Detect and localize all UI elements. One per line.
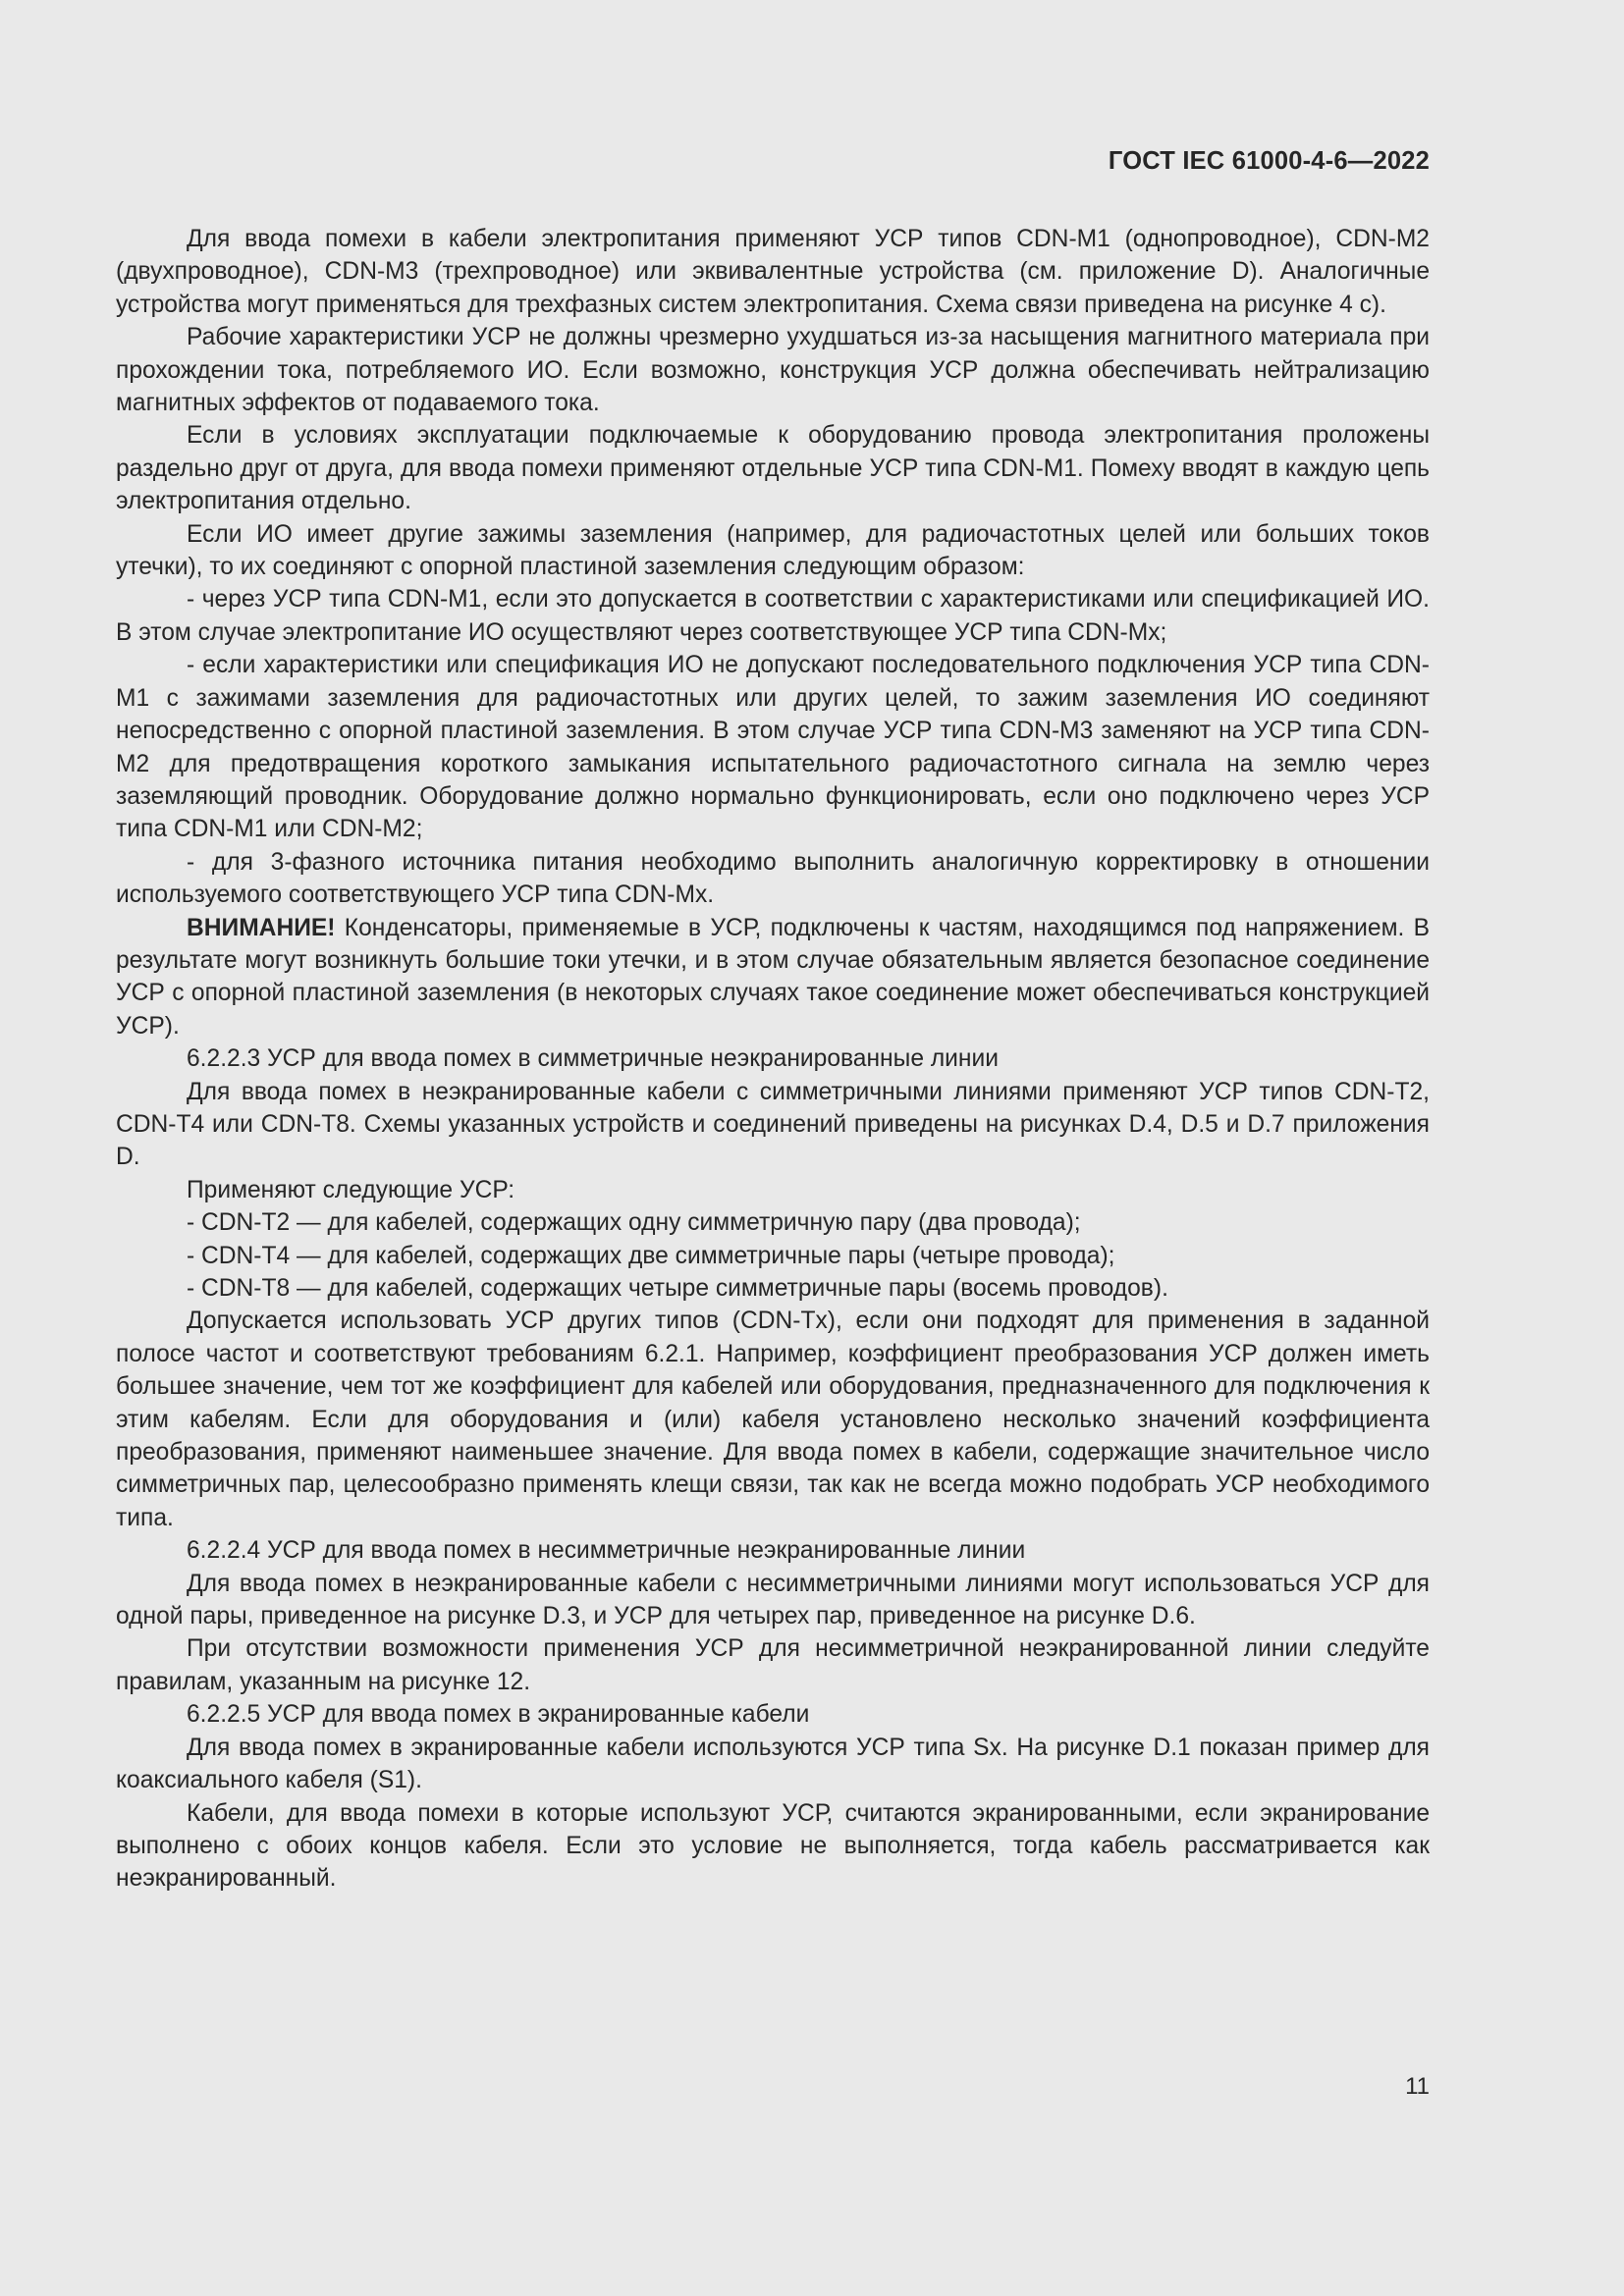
paragraph: Применяют следующие УСР: [187,1176,515,1203]
paragraph: Допускается использовать УСР других типов (CDN-Tx), если они подходят для применения в заданной полосе частот и соответствуют требованиям 6.2.1. Например, коэффициент преобразования УСР должен иметь большее значение, чем тот же коэффициент для кабелей или оборудования, предназначенного для подключения к этим кабелям. Если для оборудования и (или) кабеля установлено несколько значений коэффициента преобразования, применяют наименьшее значение. Для ввода помех в кабели, содержащие значительное число симметричных пар, целесообразно применять клещи связи, так как не всегда можно подобрать УСР необходимого типа. [116,1308,1430,1531]
paragraph: Кабели, для ввода помехи в которые используют УСР, считаются экранированными, если экранирование выполнено с обоих концов кабеля. Если это условие не выполняется, тогда кабель рассматривается как неэкранированный. [116,1799,1430,1893]
section-heading: 6.2.2.5 УСР для ввода помех в экранированные кабели [187,1701,810,1729]
list-item: - CDN-T8 — для кабелей, содержащих четыре симметричные пары (восемь проводов). [187,1275,1168,1302]
list-item: - через УСР типа CDN-M1, если это допускается в соответствии с характеристиками или спецификацией ИО. В этом случае электропитание ИО осуществляют через соответствующее УСР типа CDN-Mx; [116,586,1430,646]
paragraph: Для ввода помех в неэкранированные кабели с несимметричными линиями могут использоваться УСР для одной пары, приведенное на рисунке D.3, и УСР для четырех пар, приведенное на рисунке D.6. [116,1570,1430,1630]
page-number: 11 [1405,2073,1430,2100]
list-item: - CDN-T4 — для кабелей, содержащих две симметричные пары (четыре провода); [187,1242,1115,1269]
list-item: - CDN-T2 — для кабелей, содержащих одну симметричную пару (два провода); [187,1209,1081,1237]
list-item: - если характеристики или спецификация ИО не допускают последовательного подключения УСР типа CDN-M1 с зажимами заземления для радиочастотных или других целей, то зажим заземления ИО соединяют непосредственно с опорной пластиной заземления. В этом случае УСР типа CDN-M3 заменяют на УСР типа CDN-M2 для предотвращения короткого замыкания испытательного радиочастотного сигнала на землю через заземляющий проводник. Оборудование должно нормально функционировать, если оно подключено через УСР типа CDN-M1 или CDN-M2; [116,652,1430,843]
paragraph: Для ввода помех в экранированные кабели используются УСР типа Sx. На рисунке D.1 показан пример для коаксиального кабеля (S1). [116,1734,1430,1794]
warning-text: Конденсаторы, применяемые в УСР, подключены к частям, находящимся под напряжением. В результате могут возникнуть большие токи утечки, и в этом случае обязательным является безопасное соединение УСР с опорной пластиной заземления (в некоторых случаях такое соединение может обеспечиваться конструкцией УСР). [116,914,1430,1040]
paragraph: Для ввода помехи в кабели электропитания применяют УСР типов CDN-M1 (однопроводное), CDN-M2 (двухпроводное), CDN-M3 (трехпроводное) или эквивалентные устройства (см. приложение D). Аналогичные устройства могут применяться для трехфазных систем электропитания. Схема связи приведена на рисунке 4 с). [116,226,1430,318]
section-heading: 6.2.2.3 УСР для ввода помех в симметричные неэкранированные линии [187,1045,999,1073]
list-item: - для 3-фазного источника питания необходимо выполнить аналогичную корректировку в отношении используемого соответствующего УСР типа CDN-Mx. [116,848,1430,909]
warning-paragraph [116,912,1430,1043]
paragraph: Если ИО имеет другие зажимы заземления (например, для радиочастотных целей или больших токов утечки), то их соединяют с опорной пластиной заземления следующим образом: [116,520,1430,581]
paragraph: Рабочие характеристики УСР не должны чрезмерно ухудшаться из-за насыщения магнитного материала при прохождении тока, потребляемого ИО. Если возможно, конструкция УСР должна обеспечивать нейтрализацию магнитных эффектов от подаваемого тока. [116,324,1430,417]
paragraph: Для ввода помех в неэкранированные кабели с симметричными линиями применяют УСР типов CDN-T2, CDN-T4 или CDN-T8. Схемы указанных устройств и соединений приведены на рисунках D.4, D.5 и D.7 приложения D. [116,1078,1430,1171]
paragraph: При отсутствии возможности применения УСР для несимметричной неэкранированной линии следуйте правилам, указанным на рисунке 12. [116,1635,1430,1695]
paragraph: Если в условиях эксплуатации подключаемые к оборудованию провода электропитания проложены раздельно друг от друга, для ввода помехи применяют отдельные УСР типа CDN-M1. Помеху вводят в каждую цепь электропитания отдельно. [116,422,1430,515]
body-text [116,223,1430,1896]
section-heading: 6.2.2.4 УСР для ввода помех в несимметричные неэкранированные линии [187,1537,1026,1565]
document-header: ГОСТ IEC 61000-4-6—2022 [1108,147,1430,175]
warning-label: ВНИМАНИЕ! [187,914,336,941]
